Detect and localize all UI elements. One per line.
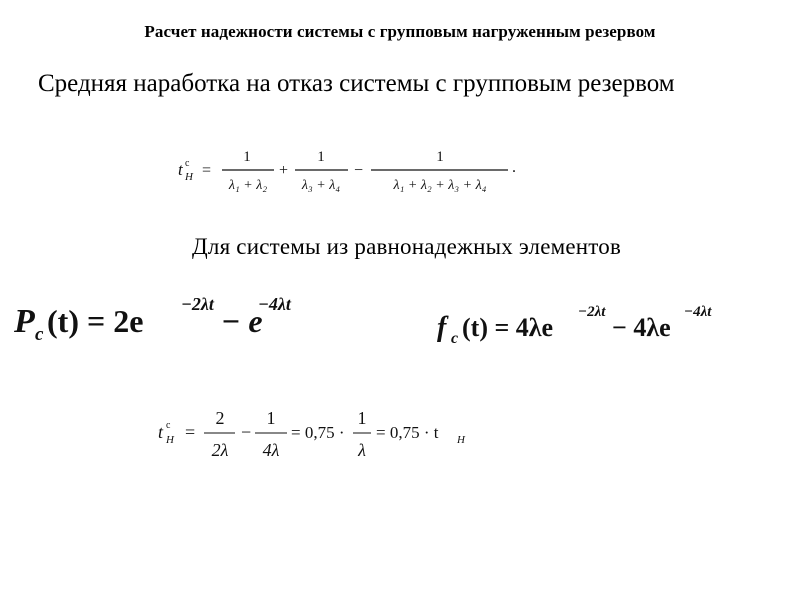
density-arg: (t) = 4λe (462, 313, 554, 342)
mtbf-equal-frac2-den: 4λ (262, 440, 280, 460)
formula-period: . (512, 159, 516, 176)
fraction1-numerator: 1 (243, 149, 251, 165)
slide-title: Расчет надежности системы с групповым нагруженным резервом (144, 22, 656, 41)
fraction2-numerator: 1 (317, 149, 325, 165)
operator-minus: − (354, 162, 364, 179)
density-lhs-sub: c (451, 330, 459, 347)
formula-lhs-sup: c (185, 158, 190, 169)
density-lhs: f (437, 312, 447, 343)
fraction1-denominator: λ₁ + λ₂ (228, 178, 268, 193)
mtbf-equal-lhs: t (158, 422, 164, 442)
reliability-exp2: −4λt (258, 294, 291, 314)
fraction2-denominator: λ₃ + λ₄ (301, 178, 341, 193)
mtbf-equal-lhs-sub: H (166, 434, 174, 446)
mtbf-equal-frac1-den: 2λ (211, 440, 229, 460)
reliability-op: − e (221, 303, 263, 339)
section-subheading: Для системы из равнонадежных элементов (192, 234, 622, 259)
mtbf-equal-frac1-num: 2 (215, 408, 225, 428)
section-heading: Средняя наработка на отказ системы с групповым резервом (38, 70, 675, 97)
formula-mtbf-equal (158, 404, 488, 464)
fraction3-denominator: λ₁ + λ₂ + λ₃ + λ₄ (393, 178, 487, 193)
formula-density (432, 302, 752, 350)
mtbf-equal-lhs-sup: c (166, 420, 171, 431)
reliability-lhs-sub: c (35, 324, 44, 345)
formula-mtbf-general-svg (178, 142, 538, 200)
mtbf-equal-mid: = 0,75 · (291, 423, 345, 442)
mtbf-equal-equals: = (185, 422, 196, 442)
formula-reliability-svg (14, 294, 304, 346)
reliability-lhs: P (14, 303, 35, 340)
formula-density-svg (432, 302, 752, 350)
mtbf-equal-tail: = 0,75 · t (376, 423, 439, 442)
formula-lhs: t (178, 160, 183, 179)
density-exp1: −2λt (578, 304, 606, 320)
formula-lhs-sub: H (185, 171, 193, 183)
mtbf-equal-frac3-num: 1 (357, 408, 367, 428)
mtbf-equal-frac3-den: λ (358, 440, 366, 460)
fraction3-numerator: 1 (436, 149, 444, 165)
operator-plus: + (279, 162, 289, 179)
formula-mtbf-equal-svg (158, 404, 488, 464)
density-exp2: −4λt (684, 304, 712, 320)
density-op: − 4λe (612, 313, 671, 342)
mtbf-equal-minus: − (241, 422, 252, 442)
mtbf-equal-tail-sub: H (457, 434, 465, 446)
mtbf-equal-frac2-num: 1 (266, 408, 276, 428)
reliability-exp1: −2λt (181, 294, 214, 314)
formula-mtbf-general (178, 142, 538, 200)
formula-equals: = (202, 162, 212, 179)
formula-reliability (14, 294, 304, 346)
reliability-arg: (t) = 2e (47, 303, 144, 339)
